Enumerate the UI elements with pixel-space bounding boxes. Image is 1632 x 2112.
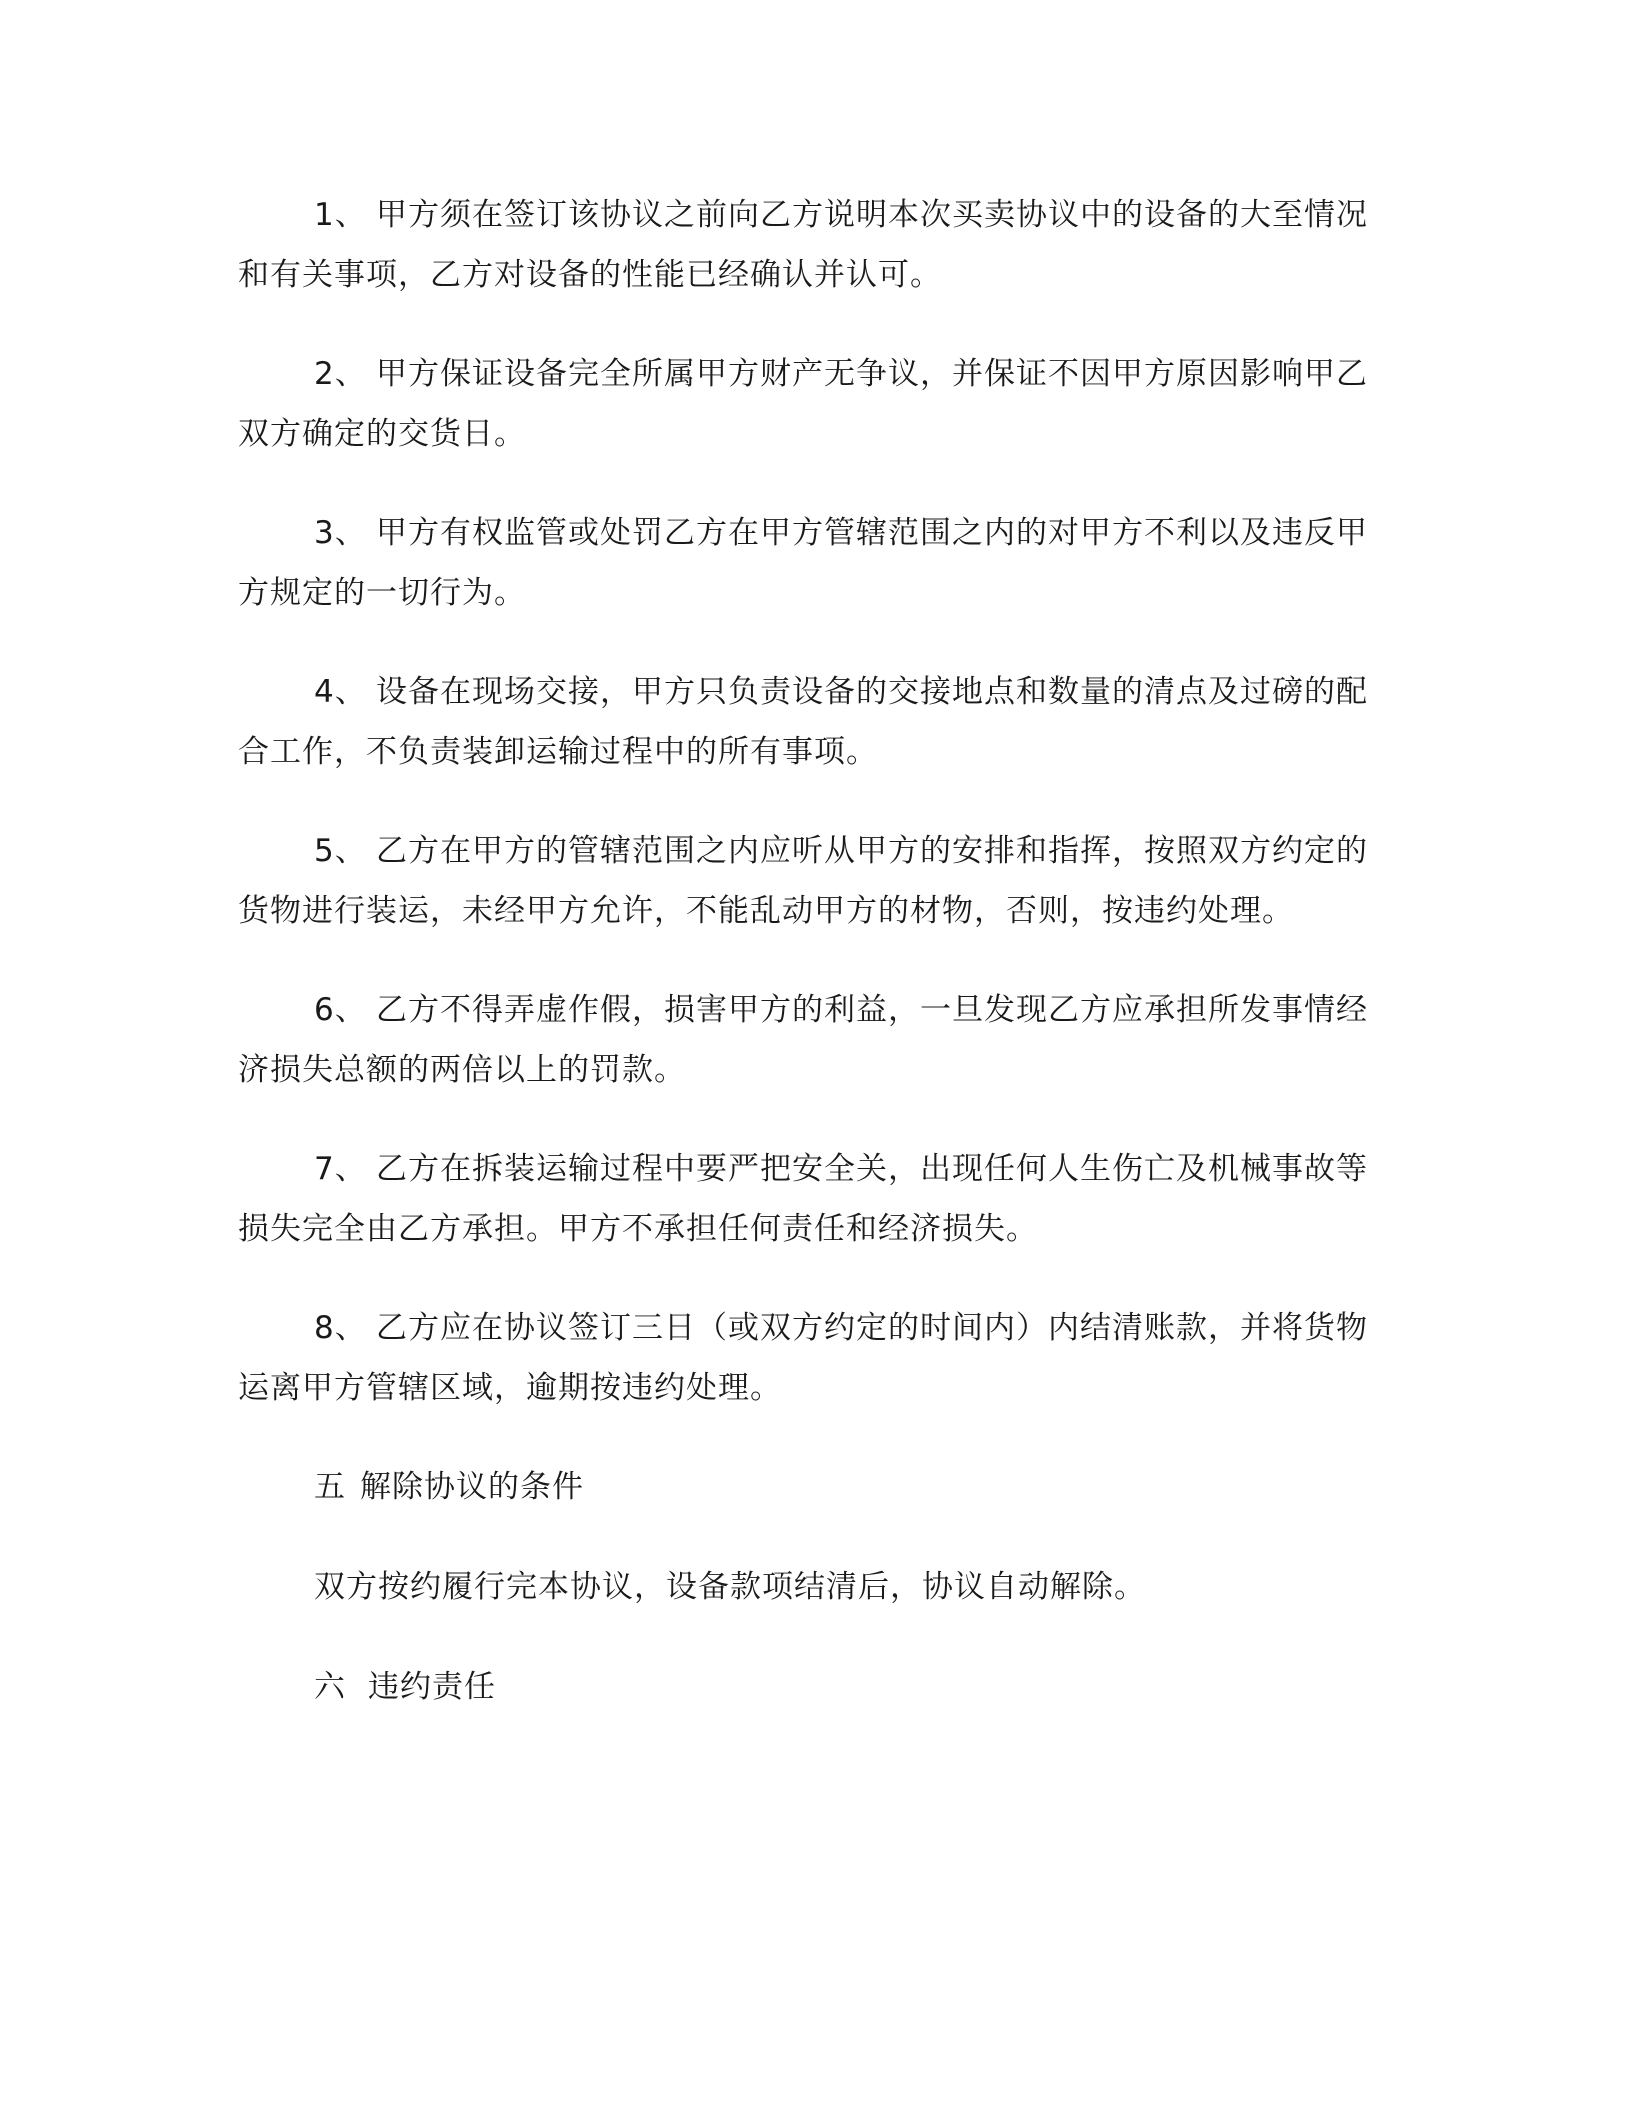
clause-6 <box>238 980 1368 1100</box>
clause-text-line1: 甲方保证设备完全所属甲方财产无争议，并保证不因甲方原因影响甲乙 <box>376 356 1368 392</box>
clause-number: 5、 <box>314 833 367 869</box>
section-5-body: 双方按约履行完本协议，设备款项结清后，协议自动解除。 <box>314 1569 1146 1605</box>
clause-8 <box>238 1298 1368 1418</box>
clause-3 <box>238 503 1368 623</box>
clause-1 <box>238 185 1368 305</box>
section-number: 五 <box>314 1469 346 1505</box>
clause-number: 4、 <box>314 674 367 710</box>
clause-text-line2: 和有关事项，乙方对设备的性能已经确认并认可。 <box>238 257 942 293</box>
clause-number: 3、 <box>314 515 367 551</box>
section-5-heading <box>314 1457 584 1517</box>
clause-text-line1: 乙方不得弄虚作假，损害甲方的利益，一旦发现乙方应承担所发事情经 <box>376 992 1368 1028</box>
section-6-heading <box>314 1657 496 1717</box>
clause-text-line2: 货物进行装运，未经甲方允许，不能乱动甲方的材物，否则，按违约处理。 <box>238 893 1294 929</box>
clause-number: 1、 <box>314 197 367 233</box>
clause-text-line2: 济损失总额的两倍以上的罚款。 <box>238 1052 686 1088</box>
clause-4 <box>238 662 1368 782</box>
clause-number: 7、 <box>314 1151 367 1187</box>
clause-5 <box>238 821 1368 941</box>
clause-2 <box>238 344 1368 464</box>
section-title: 违约责任 <box>368 1669 496 1705</box>
clause-text-line2: 双方确定的交货日。 <box>238 416 526 452</box>
clause-number: 2、 <box>314 356 367 392</box>
clause-text-line2: 损失完全由乙方承担。甲方不承担任何责任和经济损失。 <box>238 1211 1038 1247</box>
clause-text-line1: 乙方在甲方的管辖范围之内应听从甲方的安排和指挥，按照双方约定的 <box>376 833 1368 869</box>
clause-text-line1: 乙方在拆装运输过程中要严把安全关，出现任何人生伤亡及机械事故等 <box>376 1151 1368 1187</box>
clause-text-line2: 合工作，不负责装卸运输过程中的所有事项。 <box>238 734 878 770</box>
clause-text-line1: 乙方应在协议签订三日（或双方约定的时间内）内结清账款，并将货物 <box>376 1310 1368 1346</box>
clause-text-line1: 甲方须在签订该协议之前向乙方说明本次买卖协议中的设备的大至情况 <box>376 197 1368 233</box>
clause-text-line2: 运离甲方管辖区域，逾期按违约处理。 <box>238 1370 782 1406</box>
section-number: 六 <box>314 1669 346 1705</box>
clause-text-line2: 方规定的一切行为。 <box>238 575 526 611</box>
clause-number: 8、 <box>314 1310 367 1346</box>
section-title: 解除协议的条件 <box>360 1469 584 1505</box>
clause-7 <box>238 1139 1368 1259</box>
clause-text-line1: 设备在现场交接，甲方只负责设备的交接地点和数量的清点及过磅的配 <box>376 674 1368 710</box>
clause-text-line1: 甲方有权监管或处罚乙方在甲方管辖范围之内的对甲方不利以及违反甲 <box>376 515 1368 551</box>
clause-number: 6、 <box>314 992 367 1028</box>
